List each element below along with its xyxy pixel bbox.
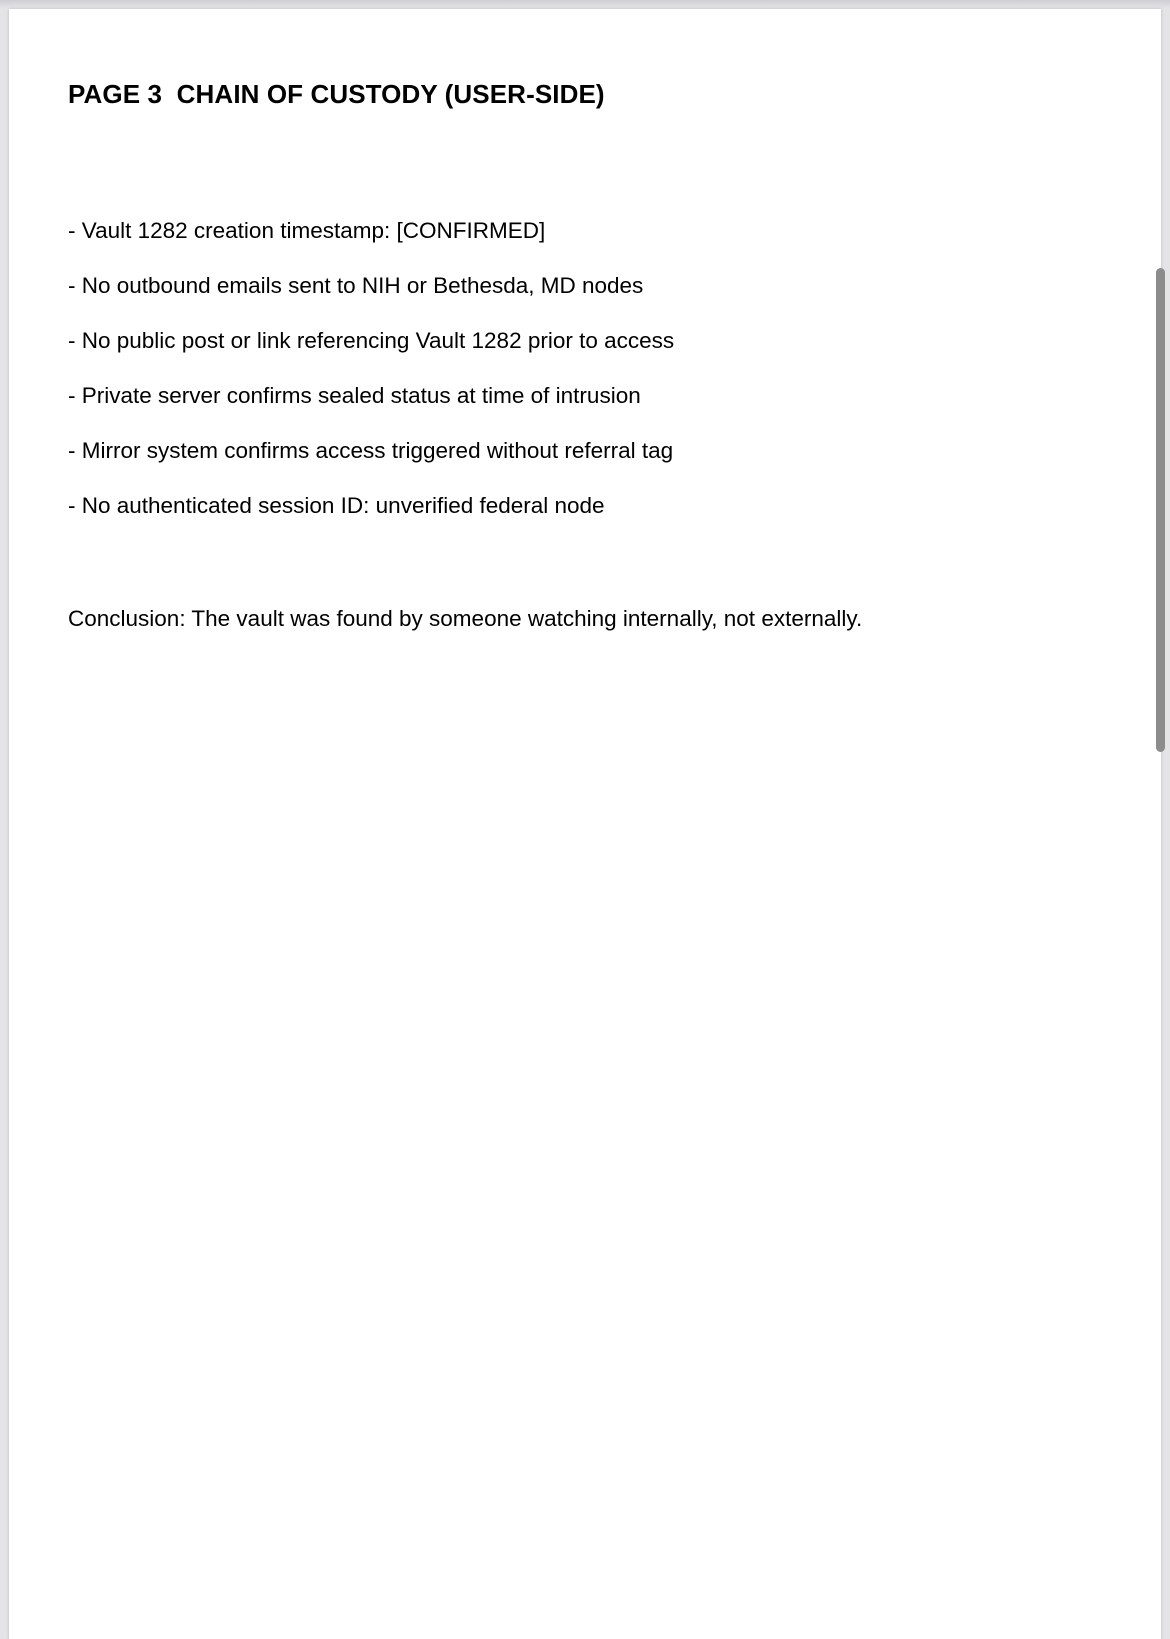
page-title: PAGE 3 CHAIN OF CUSTODY (USER-SIDE) <box>68 79 605 109</box>
scrollbar-thumb[interactable] <box>1156 268 1165 752</box>
list-item: - Mirror system confirms access triggered without referral tag <box>68 438 674 463</box>
list-item: - Vault 1282 creation timestamp: [CONFIRMED] <box>68 218 546 243</box>
document-page <box>9 9 1161 1639</box>
list-item: - No outbound emails sent to NIH or Bethesda, MD nodes <box>68 273 644 298</box>
conclusion-text: Conclusion: The vault was found by someone watching internally, not externally. <box>68 606 863 631</box>
custody-list <box>68 218 674 548</box>
vertical-scrollbar[interactable] <box>1156 268 1165 752</box>
list-item: - No public post or link referencing Vault 1282 prior to access <box>68 328 675 353</box>
list-item: - No authenticated session ID: unverified federal node <box>68 493 605 518</box>
list-item: - Private server confirms sealed status at time of intrusion <box>68 383 641 408</box>
